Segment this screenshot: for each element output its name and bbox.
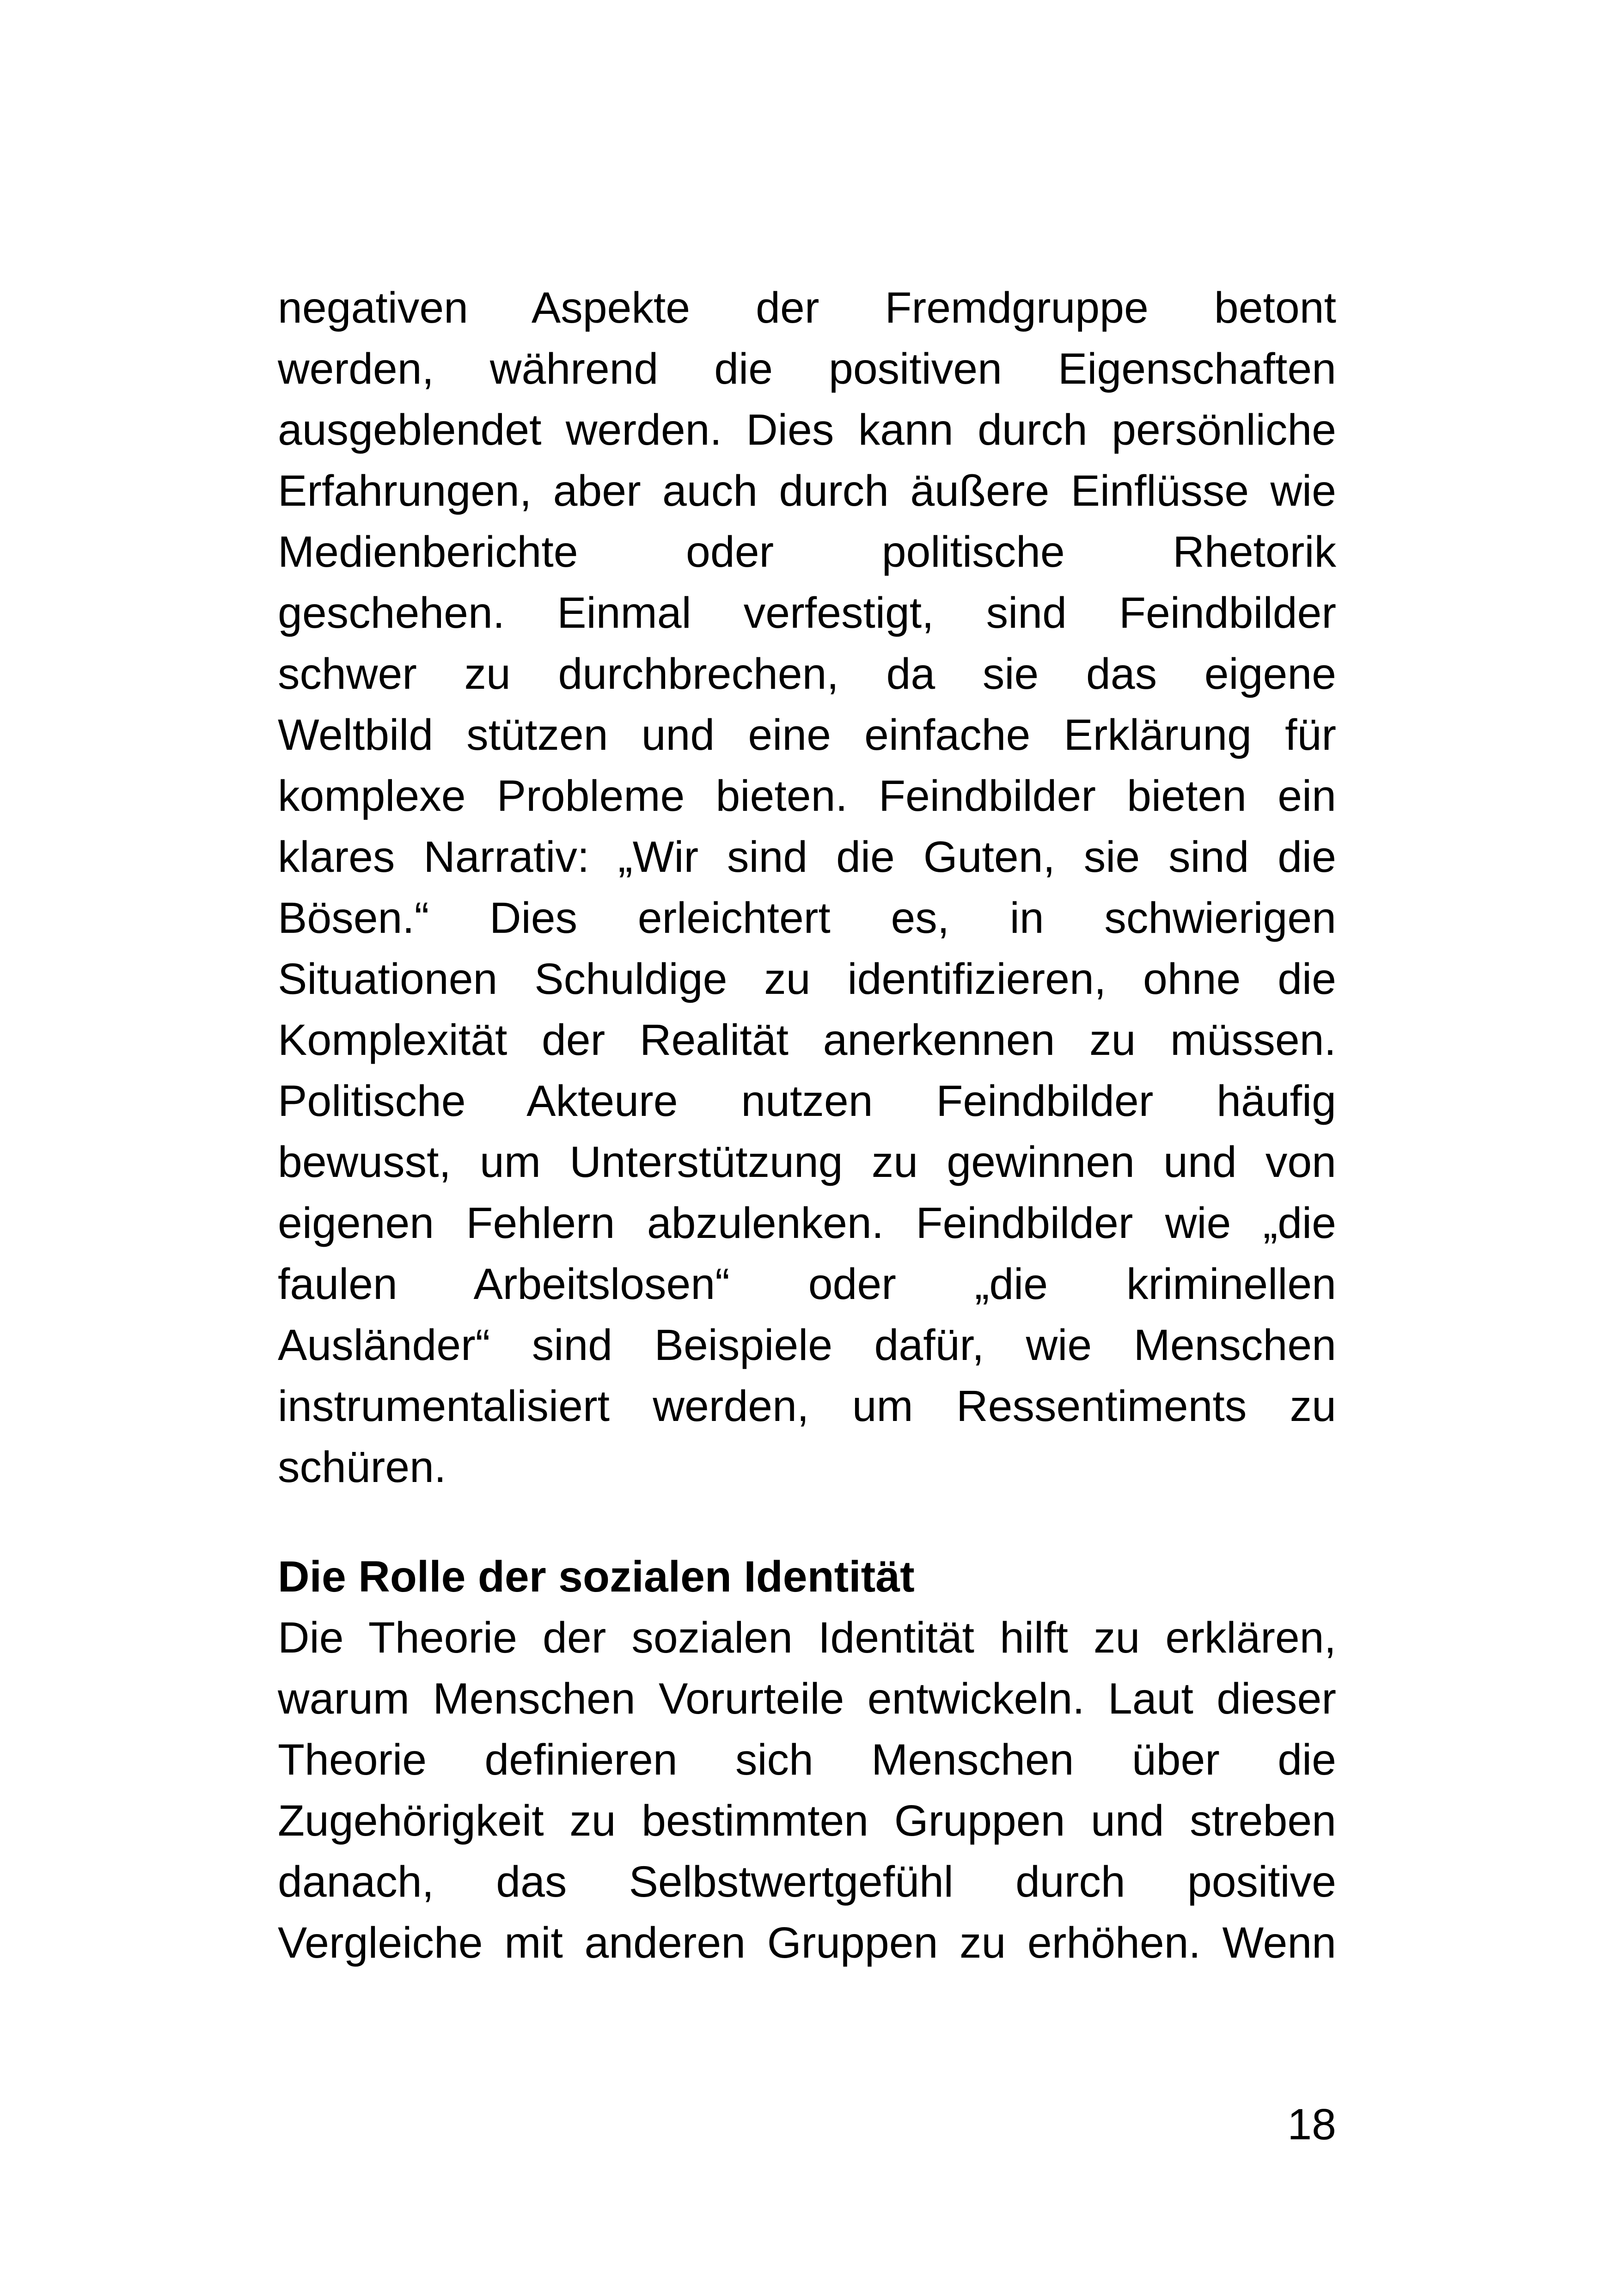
text-line: Ausländer“ sind Beispiele dafür, wie Menschen <box>278 1321 1336 1370</box>
text-line: schüren. <box>278 1443 446 1492</box>
text-line: danach, das Selbstwertgefühl durch positive <box>278 1857 1336 1906</box>
text-line: Politische Akteure nutzen Feindbilder häufig <box>278 1077 1336 1126</box>
text-line: Erfahrungen, aber auch durch äußere Einflüsse wie <box>278 466 1336 515</box>
section-heading: Die Rolle der sozialen Identität <box>278 1552 915 1601</box>
text-line: negativen Aspekte der Fremdgruppe betont <box>278 283 1336 332</box>
text-line: geschehen. Einmal verfestigt, sind Feindbilder <box>278 588 1336 637</box>
text-line: faulen Arbeitslosen“ oder „die kriminellen <box>278 1260 1336 1309</box>
text-line: eigenen Fehlern abzulenken. Feindbilder wie „die <box>278 1199 1336 1248</box>
text-line: Situationen Schuldige zu identifizieren, ohne die <box>278 955 1336 1004</box>
page-number: 18 <box>1287 2100 1336 2149</box>
text-line: warum Menschen Vorurteile entwickeln. Laut dieser <box>278 1674 1336 1723</box>
body-paragraph-1 <box>278 277 1336 1498</box>
text-line: bewusst, um Unterstützung zu gewinnen und von <box>278 1138 1336 1187</box>
text-line: Die Theorie der sozialen Identität hilft zu erklären, <box>278 1613 1336 1662</box>
text-line: Vergleiche mit anderen Gruppen zu erhöhen. Wenn <box>278 1918 1336 1967</box>
text-line: Weltbild stützen und eine einfache Erklärung für <box>278 710 1336 759</box>
text-line: werden, während die positiven Eigenschaften <box>278 344 1336 393</box>
body-paragraph-2 <box>278 1607 1336 1973</box>
text-line: schwer zu durchbrechen, da sie das eigene <box>278 649 1336 698</box>
text-line: ausgeblendet werden. Dies kann durch persönliche <box>278 405 1336 454</box>
text-line: klares Narrativ: „Wir sind die Guten, sie sind die <box>278 833 1336 882</box>
text-line: Bösen.“ Dies erleichtert es, in schwierigen <box>278 894 1336 943</box>
text-line: Zugehörigkeit zu bestimmten Gruppen und streben <box>278 1796 1336 1845</box>
text-line: Medienberichte oder politische Rhetorik <box>278 527 1336 576</box>
text-line: Theorie definieren sich Menschen über die <box>278 1735 1336 1784</box>
text-line: komplexe Probleme bieten. Feindbilder bieten ein <box>278 771 1336 820</box>
text-line: instrumentalisiert werden, um Ressentiments zu <box>278 1382 1336 1431</box>
text-line: Komplexität der Realität anerkennen zu müssen. <box>278 1016 1336 1065</box>
